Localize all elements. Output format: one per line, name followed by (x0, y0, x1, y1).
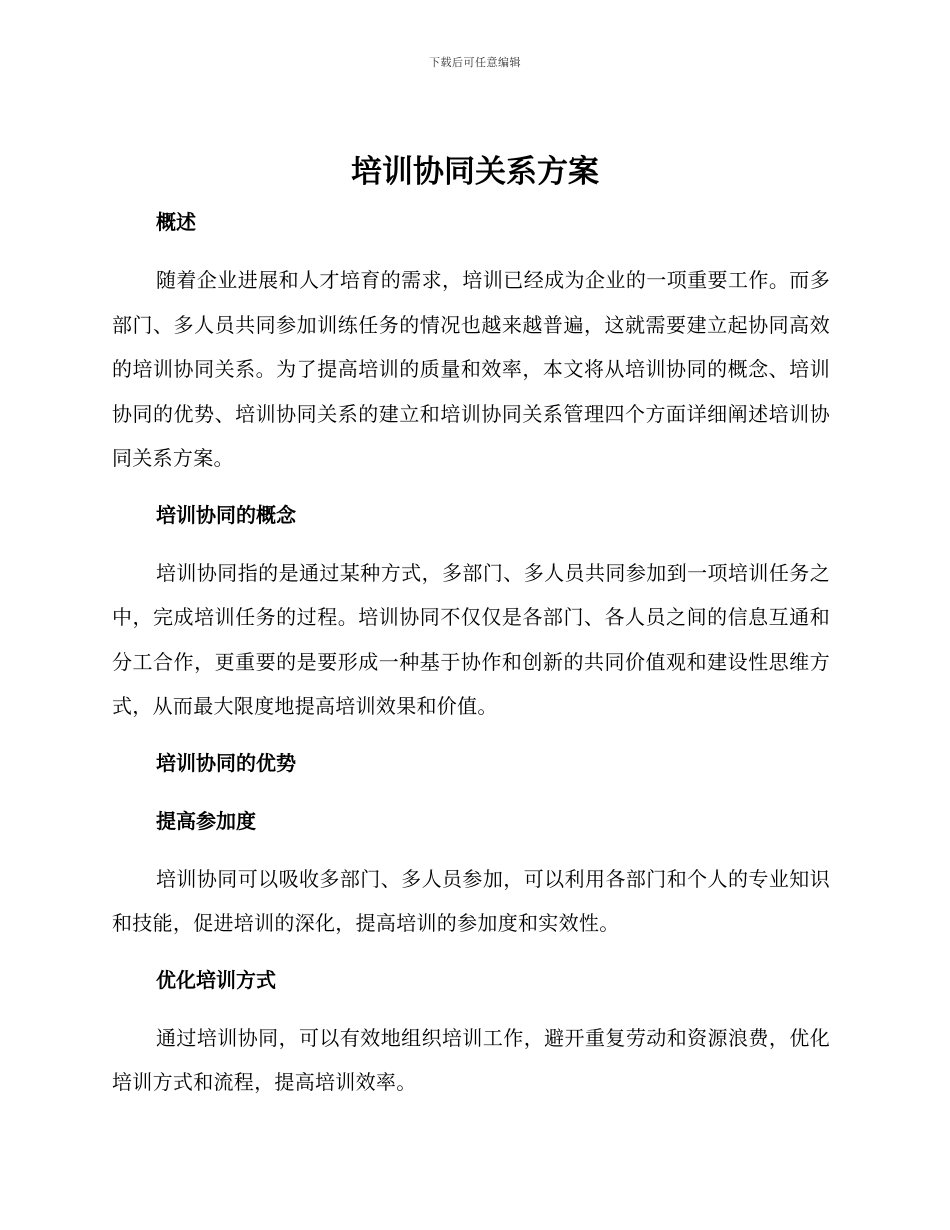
subsection-paragraph-optimize: 通过培训协同，可以有效地组织培训工作，避开重复劳动和资源浪费，优化培训方式和流程，提高培训效率。 (112, 1025, 830, 1094)
subsection-heading-optimize: 优化培训方式 (156, 967, 276, 992)
subsection-heading-participation: 提高参加度 (156, 808, 256, 833)
document-title: 培训协同关系方案 (351, 154, 599, 190)
document-body (112, 200, 830, 1117)
section-heading-advantages: 培训协同的优势 (156, 750, 296, 775)
section-heading-overview: 概述 (156, 210, 196, 234)
section-paragraph-concept: 培训协同指的是通过某种方式，多部门、多人员共同参加到一项培训任务之中，完成培训任务的过程。培训协同不仅仅是各部门、各人员之间的信息互通和分工合作，更重要的是要形成一种基于协作和创新的共同价值观和建设性思维方式，从而最大限度地提高培训效果和价值。 (112, 560, 830, 718)
section-paragraph-overview: 随着企业进展和人才培育的需求，培训已经成为企业的一项重要工作。而多部门、多人员共同参加训练任务的情况也越来越普遍，这就需要建立起协同高效的培训协同关系。为了提高培训的质量和效率，本文将从培训协同的概念、培训协同的优势、培训协同关系的建立和培训协同关系管理四个方面详细阐述培训协同关系方案。 (112, 268, 830, 470)
subsection-paragraph-participation: 培训协同可以吸收多部门、多人员参加，可以利用各部门和个人的专业知识和技能，促进培训的深化，提高培训的参加度和实效性。 (112, 866, 830, 935)
page-header-note: 下载后可任意编辑 (429, 56, 521, 69)
section-heading-concept: 培训协同的概念 (156, 502, 296, 527)
